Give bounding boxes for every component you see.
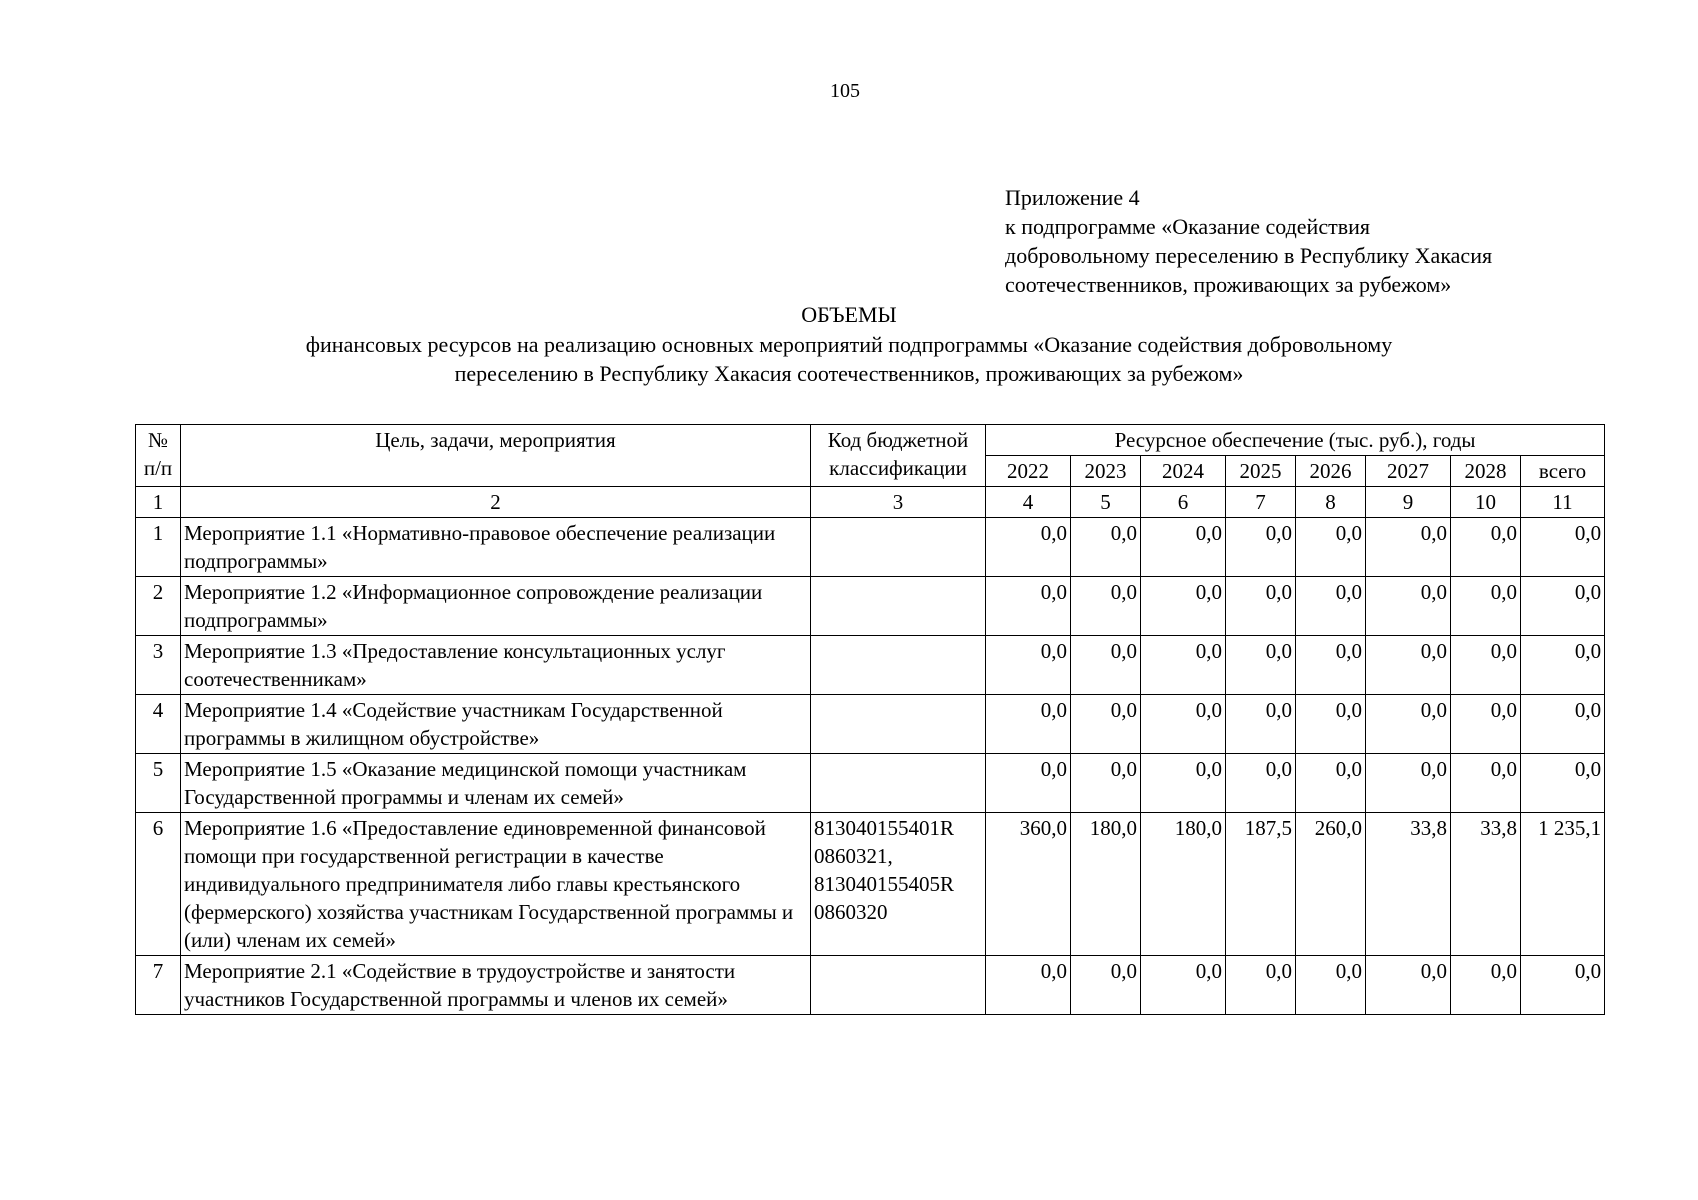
row-number: 7 bbox=[136, 956, 181, 1015]
row-value: 0,0 bbox=[1366, 956, 1451, 1015]
row-value: 180,0 bbox=[1141, 813, 1226, 956]
budget-table bbox=[135, 424, 1605, 1015]
row-value: 0,0 bbox=[1296, 956, 1366, 1015]
row-value: 0,0 bbox=[1226, 956, 1296, 1015]
header-year: 2027 bbox=[1366, 456, 1451, 487]
row-value: 0,0 bbox=[986, 636, 1071, 695]
table-row bbox=[136, 754, 1605, 813]
row-value: 0,0 bbox=[1071, 754, 1141, 813]
row-total: 0,0 bbox=[1521, 518, 1605, 577]
table-row bbox=[136, 518, 1605, 577]
row-value: 360,0 bbox=[986, 813, 1071, 956]
row-value: 0,0 bbox=[1296, 754, 1366, 813]
row-value: 0,0 bbox=[1226, 695, 1296, 754]
column-number: 6 bbox=[1141, 487, 1226, 518]
column-number: 3 bbox=[811, 487, 986, 518]
row-budget-code bbox=[811, 956, 986, 1015]
annex-line: соотечественников, проживающих за рубежом» bbox=[1005, 272, 1452, 297]
header-year: 2024 bbox=[1141, 456, 1226, 487]
row-value: 0,0 bbox=[1451, 518, 1521, 577]
row-value: 0,0 bbox=[1366, 754, 1451, 813]
row-value: 0,0 bbox=[1226, 754, 1296, 813]
row-value: 0,0 bbox=[1141, 518, 1226, 577]
row-value: 0,0 bbox=[1071, 636, 1141, 695]
row-value: 0,0 bbox=[1366, 695, 1451, 754]
row-value: 0,0 bbox=[986, 518, 1071, 577]
annex-line: добровольному переселению в Республику Хакасия bbox=[1005, 243, 1493, 268]
row-activity: Мероприятие 1.1 «Нормативно-правовое обеспечение реализации подпрограммы» bbox=[181, 518, 811, 577]
row-value: 0,0 bbox=[1071, 956, 1141, 1015]
document-subtitle-line: переселению в Республику Хакасия соотечественников, проживающих за рубежом» bbox=[454, 361, 1244, 386]
column-number: 1 bbox=[136, 487, 181, 518]
header-goal: Цель, задачи, мероприятия bbox=[181, 425, 811, 487]
header-row bbox=[136, 425, 1605, 456]
document-subtitle-line: финансовых ресурсов на реализацию основных мероприятий подпрограммы «Оказание содействия добровольному bbox=[305, 332, 1393, 357]
table-row bbox=[136, 813, 1605, 956]
row-value: 0,0 bbox=[1451, 577, 1521, 636]
column-number: 2 bbox=[181, 487, 811, 518]
row-value: 0,0 bbox=[986, 754, 1071, 813]
row-value: 0,0 bbox=[1226, 636, 1296, 695]
row-value: 33,8 bbox=[1366, 813, 1451, 956]
document-title: ОБЪЕМЫ bbox=[801, 302, 897, 327]
row-value: 0,0 bbox=[1226, 518, 1296, 577]
row-activity: Мероприятие 1.6 «Предоставление единовременной финансовой помощи при государственной регистрации в качестве индивидуального предпринимателя либо главы крестьянского (фермерского) хозяйства участникам Государственной программы и (или) членам их семей» bbox=[181, 813, 811, 956]
column-number: 11 bbox=[1521, 487, 1605, 518]
row-activity: Мероприятие 1.2 «Информационное сопровождение реализации подпрограммы» bbox=[181, 577, 811, 636]
row-value: 0,0 bbox=[1141, 754, 1226, 813]
row-value: 0,0 bbox=[1366, 518, 1451, 577]
column-number: 7 bbox=[1226, 487, 1296, 518]
column-number: 8 bbox=[1296, 487, 1366, 518]
row-value: 0,0 bbox=[1296, 636, 1366, 695]
row-budget-code bbox=[811, 518, 986, 577]
row-value: 33,8 bbox=[1451, 813, 1521, 956]
row-number: 4 bbox=[136, 695, 181, 754]
column-number: 4 bbox=[986, 487, 1071, 518]
row-value: 187,5 bbox=[1226, 813, 1296, 956]
header-year: 2026 bbox=[1296, 456, 1366, 487]
column-number: 5 bbox=[1071, 487, 1141, 518]
row-number: 2 bbox=[136, 577, 181, 636]
row-value: 260,0 bbox=[1296, 813, 1366, 956]
header-num: № п/п bbox=[136, 425, 181, 487]
row-value: 0,0 bbox=[1451, 754, 1521, 813]
annex-line: Приложение 4 bbox=[1005, 185, 1140, 210]
table-row bbox=[136, 695, 1605, 754]
row-budget-code: 813040155401R 0860321, 813040155405R 0860320 bbox=[811, 813, 986, 956]
header-year: 2022 bbox=[986, 456, 1071, 487]
header-year: 2025 bbox=[1226, 456, 1296, 487]
row-number: 1 bbox=[136, 518, 181, 577]
row-value: 0,0 bbox=[986, 956, 1071, 1015]
row-value: 0,0 bbox=[1141, 695, 1226, 754]
column-number: 9 bbox=[1366, 487, 1451, 518]
table-row bbox=[136, 636, 1605, 695]
row-budget-code bbox=[811, 695, 986, 754]
row-value: 0,0 bbox=[1141, 636, 1226, 695]
row-value: 0,0 bbox=[1296, 577, 1366, 636]
row-value: 0,0 bbox=[1071, 577, 1141, 636]
row-activity: Мероприятие 2.1 «Содействие в трудоустройстве и занятости участников Государственной программы и членов их семей» bbox=[181, 956, 811, 1015]
row-budget-code bbox=[811, 577, 986, 636]
table-row bbox=[136, 956, 1605, 1015]
row-number: 6 bbox=[136, 813, 181, 956]
row-activity: Мероприятие 1.3 «Предоставление консультационных услуг соотечественникам» bbox=[181, 636, 811, 695]
annex-block bbox=[1005, 183, 1492, 299]
row-total: 0,0 bbox=[1521, 956, 1605, 1015]
row-activity: Мероприятие 1.5 «Оказание медицинской помощи участникам Государственной программы и членам их семей» bbox=[181, 754, 811, 813]
header-year: 2023 bbox=[1071, 456, 1141, 487]
header-total: всего bbox=[1521, 456, 1605, 487]
row-value: 0,0 bbox=[1226, 577, 1296, 636]
row-budget-code bbox=[811, 754, 986, 813]
table-row bbox=[136, 577, 1605, 636]
header-resources: Ресурсное обеспечение (тыс. руб.), годы bbox=[986, 425, 1605, 456]
column-number-row bbox=[136, 487, 1605, 518]
header-year: 2028 bbox=[1451, 456, 1521, 487]
row-value: 0,0 bbox=[1451, 956, 1521, 1015]
row-total: 1 235,1 bbox=[1521, 813, 1605, 956]
row-budget-code bbox=[811, 636, 986, 695]
header-code: Код бюджетной классификации bbox=[811, 425, 986, 487]
row-value: 0,0 bbox=[1366, 577, 1451, 636]
annex-line: к подпрограмме «Оказание содействия bbox=[1005, 214, 1370, 239]
page-number: 105 bbox=[830, 80, 860, 102]
row-total: 0,0 bbox=[1521, 754, 1605, 813]
row-value: 0,0 bbox=[1451, 695, 1521, 754]
row-value: 0,0 bbox=[986, 695, 1071, 754]
row-total: 0,0 bbox=[1521, 577, 1605, 636]
row-value: 0,0 bbox=[1296, 695, 1366, 754]
row-activity: Мероприятие 1.4 «Содействие участникам Государственной программы в жилищном обустройстве» bbox=[181, 695, 811, 754]
row-value: 0,0 bbox=[1071, 695, 1141, 754]
row-value: 0,0 bbox=[1366, 636, 1451, 695]
row-value: 180,0 bbox=[1071, 813, 1141, 956]
row-value: 0,0 bbox=[1296, 518, 1366, 577]
row-number: 3 bbox=[136, 636, 181, 695]
row-total: 0,0 bbox=[1521, 695, 1605, 754]
row-value: 0,0 bbox=[1141, 577, 1226, 636]
row-total: 0,0 bbox=[1521, 636, 1605, 695]
row-value: 0,0 bbox=[1071, 518, 1141, 577]
row-value: 0,0 bbox=[986, 577, 1071, 636]
row-value: 0,0 bbox=[1141, 956, 1226, 1015]
row-value: 0,0 bbox=[1451, 636, 1521, 695]
row-number: 5 bbox=[136, 754, 181, 813]
column-number: 10 bbox=[1451, 487, 1521, 518]
